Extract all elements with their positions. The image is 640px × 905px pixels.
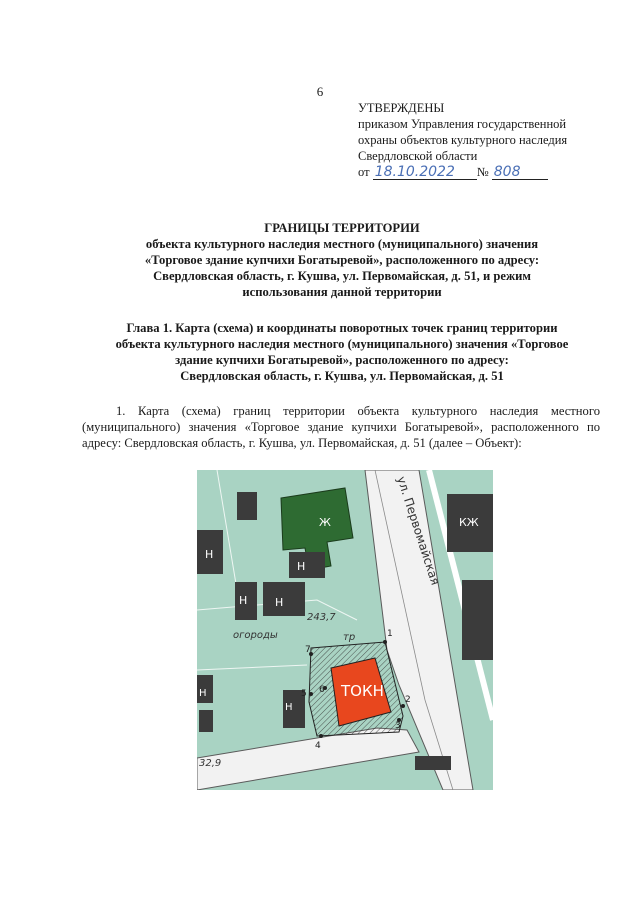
elevation-label: 243,7 (307, 612, 336, 623)
building-dark (263, 582, 305, 616)
heading-line: объекта культурного наследия местного (муниципального) значения (145, 237, 539, 251)
heading-line: Свердловская область, г. Кушва, ул. Первомайская, д. 51 (180, 369, 504, 383)
gardens-label: огороды (233, 630, 278, 641)
building-label: Ж (319, 516, 331, 529)
building-bottom-right (415, 756, 451, 770)
boundary-point (319, 734, 323, 738)
from-label: от (358, 165, 370, 179)
building-dark (237, 492, 257, 520)
approval-title: УТВЕРЖДЕНЫ (358, 101, 445, 115)
building-label: Н (239, 594, 248, 607)
approval-block (358, 100, 628, 180)
approval-line: Свердловской области (358, 149, 478, 163)
heading-line: Свердловская область, г. Кушва, ул. Первомайская, д. 51, и режим (153, 269, 531, 283)
page-number: 6 (316, 84, 324, 99)
heading-line: объекта культурного наследия местного (муниципального) значения «Торговое (115, 337, 569, 351)
building-right (462, 580, 493, 660)
building-label: Н (275, 596, 284, 609)
elevation-bottom-label: 32,9 (199, 758, 222, 769)
main-heading (72, 220, 612, 300)
territory-map (197, 470, 493, 790)
approval-line: охраны объектов культурного наследия (358, 133, 568, 147)
heading-line: здание купчихи Богатыревой», расположенного по адресу: (175, 353, 509, 367)
number-label: № (476, 165, 489, 179)
building-dark (289, 552, 325, 578)
heading-line: использования данной территории (242, 285, 442, 299)
body-paragraph (82, 403, 600, 451)
tr-label: тр (343, 632, 356, 643)
map-svg (197, 470, 493, 790)
paragraph-text: 1. Карта (схема) границ территории объекта культурного наследия местного (муниципального) значения «Торговое здание купчихи Богатыревой», расположенного по адресу: Свердловская область, г. Кушва, ул. Первомайская, д. 51 (далее – Объект): (82, 404, 600, 450)
building-label: КЖ (459, 516, 479, 529)
point-label: 3 (395, 721, 401, 731)
approval-date-row (358, 164, 628, 180)
street-label: ул. Первомайская (394, 474, 443, 587)
heading-line: Глава 1. Карта (схема) и координаты поворотных точек границ территории (126, 321, 558, 335)
heading-line: ГРАНИЦЫ ТЕРРИТОРИИ (264, 221, 420, 235)
boundary-point (383, 640, 387, 644)
point-label: 4 (315, 741, 321, 751)
object-label: ТОКН (341, 682, 384, 700)
heading-line: «Торговое здание купчихи Богатыревой», расположенного по адресу: (144, 253, 540, 267)
chapter-heading (72, 320, 612, 384)
building-label: Н (205, 548, 214, 561)
boundary-point (309, 692, 313, 696)
point-label: 2 (405, 695, 411, 705)
point-label: 6 (319, 685, 325, 695)
building-dark (199, 710, 213, 732)
building-label: Н (297, 560, 306, 573)
handwritten-number: 808 (492, 165, 548, 180)
approval-line: приказом Управления государственной (358, 117, 567, 131)
point-label: 7 (305, 645, 311, 655)
handwritten-date: 18.10.2022 (373, 165, 477, 180)
point-label: 5 (301, 689, 307, 699)
building-label: Н (199, 688, 207, 699)
building-label: Н (285, 702, 293, 713)
point-label: 1 (387, 629, 393, 639)
